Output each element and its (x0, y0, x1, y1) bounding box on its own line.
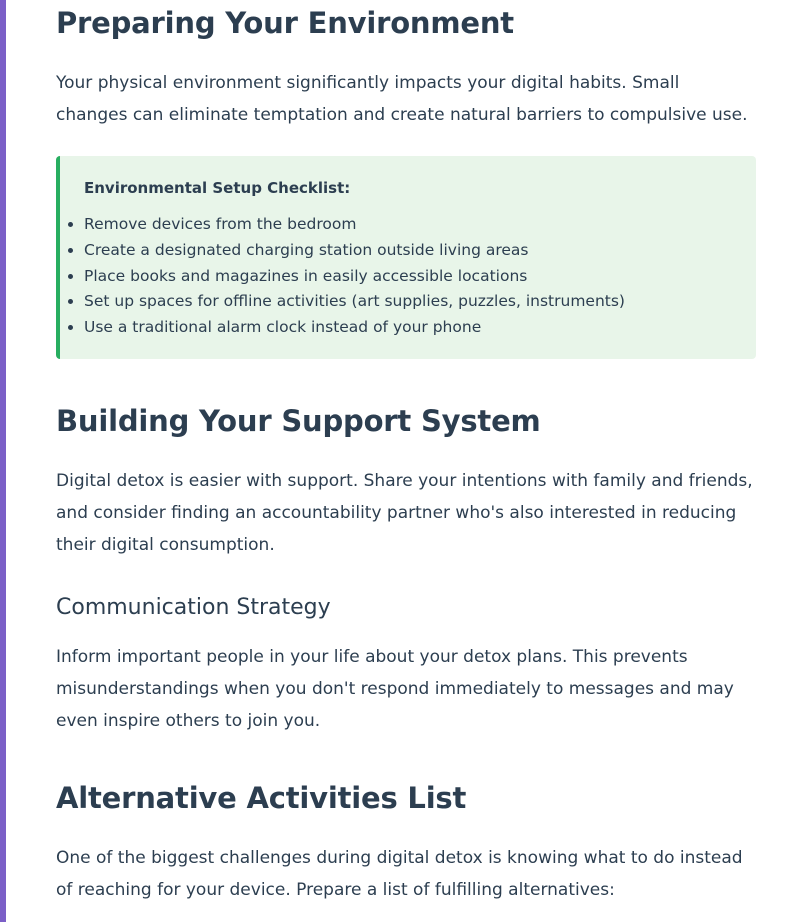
subsection-heading-communication: Communication Strategy (56, 595, 331, 620)
left-accent-bar (0, 0, 6, 922)
checklist-title: Environmental Setup Checklist: (84, 179, 351, 197)
section-paragraph-support: Digital detox is easier with support. Share your intentions with family and friends, and consider finding an accountability partner who's also interested in reducing their digital consumption. (56, 471, 753, 555)
list-item: • Remove devices from the bedroom (84, 212, 625, 238)
list-item: • Create a designated charging station outside living areas (84, 238, 625, 264)
environment-checklist-box (56, 156, 756, 359)
subsection-paragraph-communication: Inform important people in your life about your detox plans. This prevents misunderstandings when you don't respond immediately to messages and may even inspire others to join you. (56, 647, 734, 731)
section-heading-alternatives: Alternative Activities List (56, 781, 467, 815)
list-item: • Set up spaces for offline activities (art supplies, puzzles, instruments) (84, 289, 625, 315)
section-paragraph-alternatives: One of the biggest challenges during digital detox is knowing what to do instead of reaching for your device. Prepare a list of fulfilling alternatives: (56, 848, 743, 900)
section-paragraph-environment: Your physical environment significantly impacts your digital habits. Small changes can eliminate temptation and create natural barriers to compulsive use. (56, 73, 748, 125)
section-heading-environment: Preparing Your Environment (56, 6, 514, 40)
checklist-list (84, 212, 625, 341)
list-item: • Use a traditional alarm clock instead of your phone (84, 315, 625, 341)
list-item: • Place books and magazines in easily accessible locations (84, 264, 625, 290)
section-heading-support: Building Your Support System (56, 404, 541, 438)
